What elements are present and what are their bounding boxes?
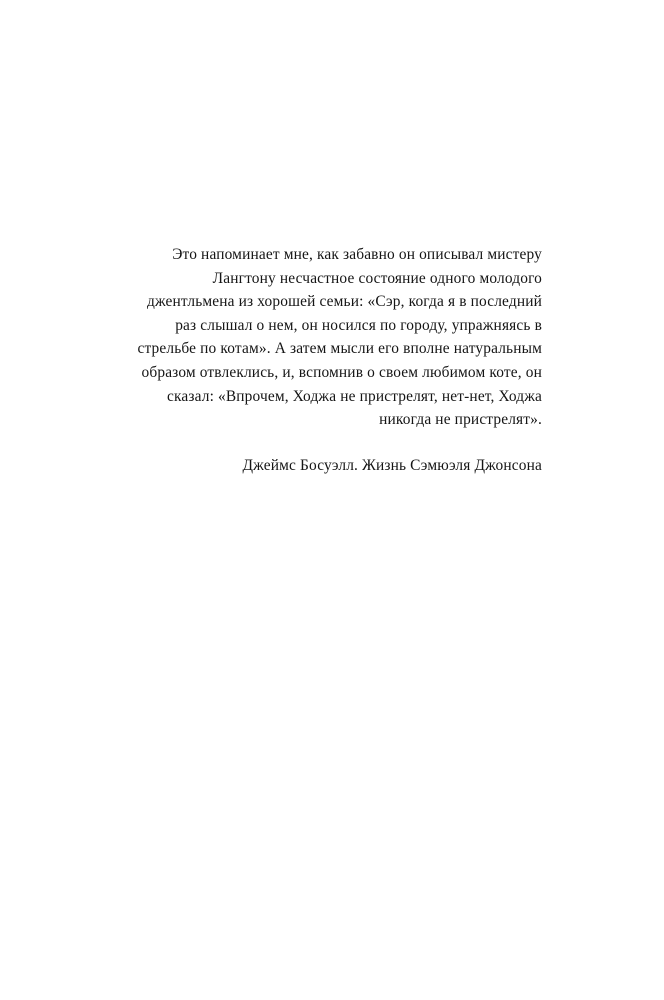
epigraph <box>128 243 542 477</box>
epigraph-quote: Это напоминает мне, как забавно он описывал мистеру Лангтону несчастное состояние одного молодого джентльмена из хорошей семьи: «Сэр, когда я в последний раз слышал о нем, он носился по городу, упражняясь в стрельбе по котам». А затем мысли его вполне натуральным образом отвлеклись, и, вспомнив о своем любимом коте, он сказал: «Впрочем, Ходжа не пристрелят, нет-нет, Ходжа никогда не пристрелят». <box>137 246 542 429</box>
epigraph-attribution: Джеймс Босуэлл. Жизнь Сэмюэля Джонсона <box>242 456 542 474</box>
